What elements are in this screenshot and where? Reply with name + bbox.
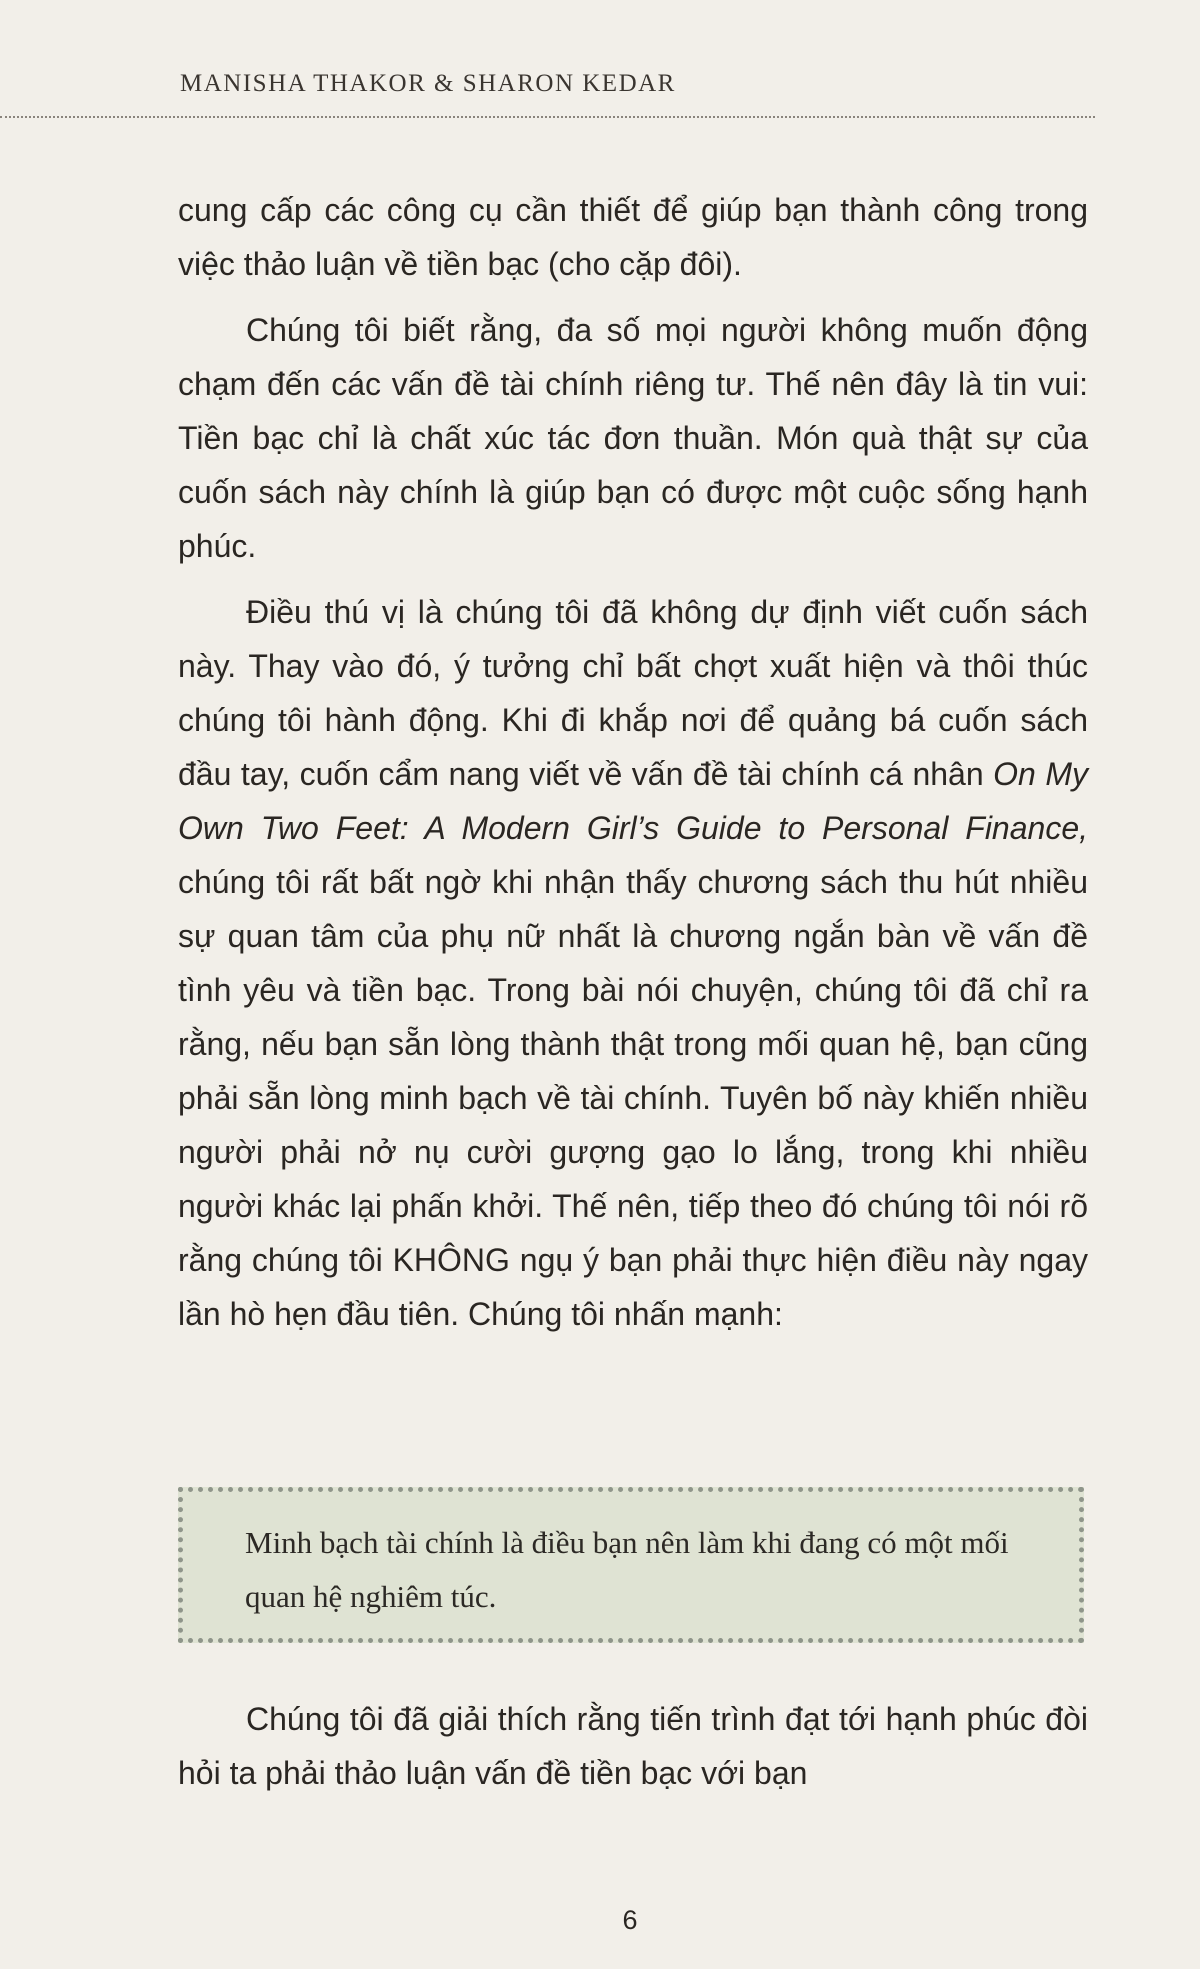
callout-text: Minh bạch tài chính là điều bạn nên làm khi đang có một mối quan hệ nghiêm túc. — [245, 1525, 1009, 1614]
paragraph-1: cung cấp các công cụ cần thiết để giúp bạn thành công trong việc thảo luận về tiền bạc (cho cặp đôi). — [178, 192, 1088, 282]
paragraph-3-text-a: Điều thú vị là chúng tôi đã không dự định viết cuốn sách này. Thay vào đó, ý tưởng chỉ bất chợt xuất hiện và thôi thúc chúng tôi hành động. Khi đi khắp nơi để quảng bá cuốn sách đầu tay, cuốn cẩm nang viết về vấn đề tài chính cá nhân — [178, 594, 1088, 792]
page-number: 6 — [622, 1905, 638, 1935]
book-title: On My Own Two Feet: A Modern Girl’s Guide to Personal Finance, — [178, 756, 1089, 846]
paragraph-4: Chúng tôi đã giải thích rằng tiến trình đạt tới hạnh phúc đòi hỏi ta phải thảo luận vấn đề tiền bạc với bạn — [178, 1701, 1088, 1791]
running-head: MANISHA THAKOR & SHARON KEDAR — [180, 70, 676, 97]
main-text-continued — [178, 1692, 1088, 1800]
callout-box — [178, 1487, 1084, 1643]
paragraph-3 — [178, 585, 1088, 1341]
paragraph-2: Chúng tôi biết rằng, đa số mọi người không muốn động chạm đến các vấn đề tài chính riêng tư. Thế nên đây là tin vui: Tiền bạc chỉ là chất xúc tác đơn thuần. Món quà thật sự của cuốn sách này chính là giúp bạn có được một cuộc sống hạnh phúc. — [178, 312, 1088, 564]
main-text — [178, 183, 1088, 1353]
header-divider — [0, 116, 1095, 118]
paragraph-3-text-b: chúng tôi rất bất ngờ khi nhận thấy chương sách thu hút nhiều sự quan tâm của phụ nữ nhất là chương ngắn bàn về vấn đề tình yêu và tiền bạc. Trong bài nói chuyện, chúng tôi đã chỉ ra rằng, nếu bạn sẵn lòng thành thật trong mối quan hệ, bạn cũng phải sẵn lòng minh bạch về tài chính. Tuyên bố này khiến nhiều người phải nở nụ cười gượng gạo lo lắng, trong khi nhiều người khác lại phấn khởi. Thế nên, tiếp theo đó chúng tôi nói rõ rằng chúng tôi KHÔNG ngụ ý bạn phải thực hiện điều này ngay lần hò hẹn đầu tiên. Chúng tôi nhấn mạnh: — [178, 864, 1088, 1332]
